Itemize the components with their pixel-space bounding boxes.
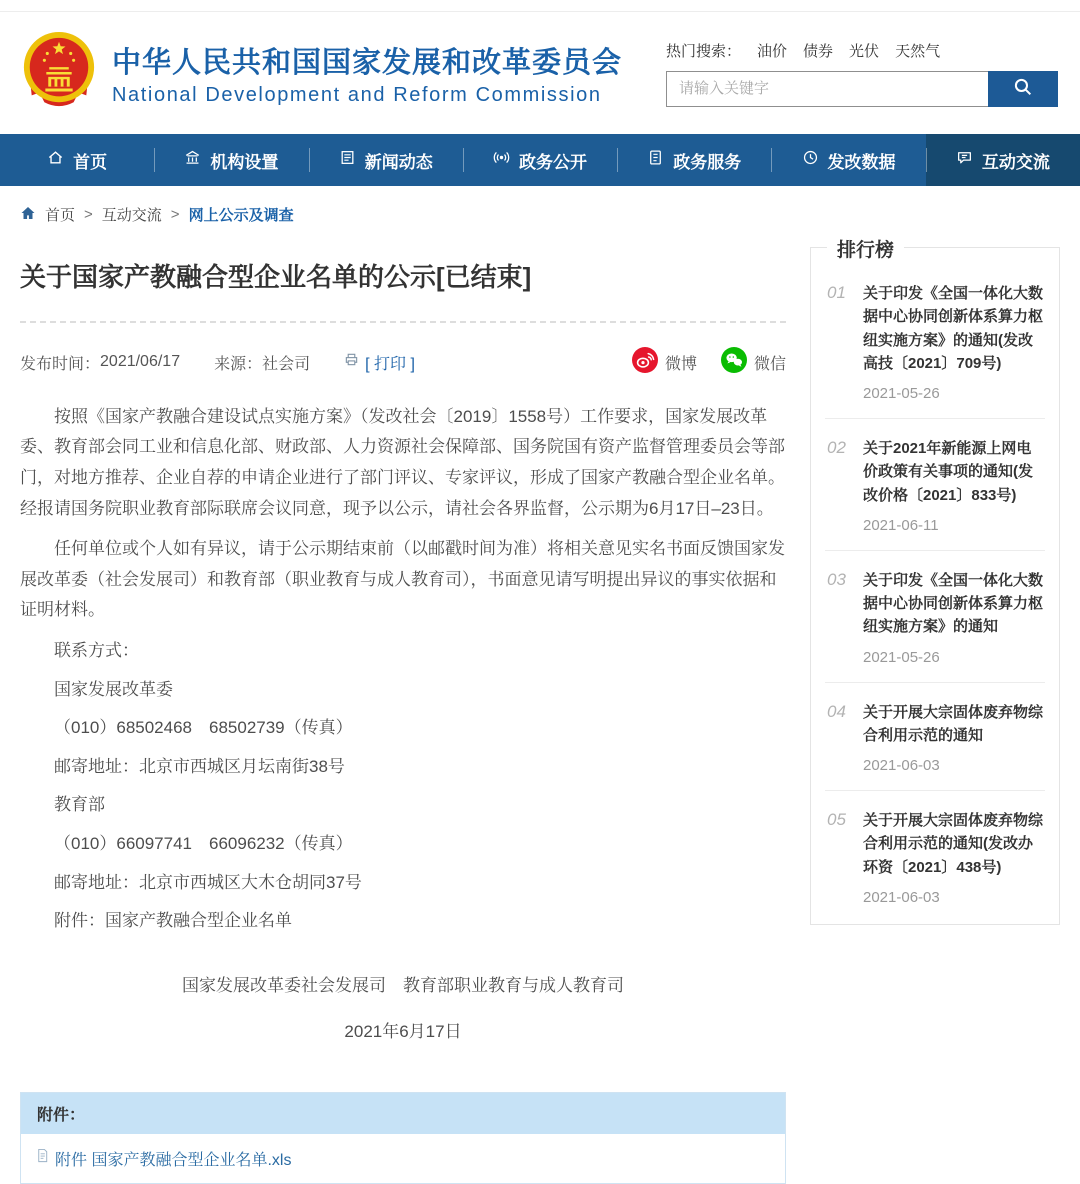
ranking-sidebar xyxy=(810,240,1060,925)
page-body xyxy=(0,231,1080,1184)
nav-item-label: 发改数据 xyxy=(827,152,896,172)
nav-item-label: 新闻动态 xyxy=(364,152,433,172)
nav-item-home[interactable] xyxy=(0,134,154,186)
attachment-box-header: 附件： xyxy=(21,1093,785,1134)
ranking-title: 排行榜 xyxy=(827,235,904,262)
hot-search-term-pv[interactable]: 光伏 xyxy=(849,42,880,60)
ranking-item-4[interactable] xyxy=(825,683,1045,792)
search-input[interactable] xyxy=(666,71,988,107)
nav-item-interaction[interactable] xyxy=(926,134,1080,186)
bank-icon xyxy=(184,149,201,171)
rank-item-date: 2021-06-03 xyxy=(863,757,940,774)
nav-item-label: 首页 xyxy=(73,152,108,172)
nav-item-organization[interactable] xyxy=(154,134,308,186)
source-value: 社会司 xyxy=(262,355,311,373)
attachment-file-name: 附件 国家产教融合型企业名单.xls xyxy=(55,1151,292,1169)
page-title: 关于国家产教融合型企业名单的公示[已结束] xyxy=(20,262,532,292)
attachment-file-link[interactable] xyxy=(35,1147,771,1170)
hot-search-bar xyxy=(666,40,1058,61)
nav-item-gov-disclosure[interactable] xyxy=(463,134,617,186)
rank-number: 05 xyxy=(827,810,846,829)
site-title-english: National Development and Reform Commission xyxy=(112,83,602,106)
hot-search-term-bonds[interactable]: 债券 xyxy=(803,42,834,60)
attachment-box xyxy=(20,1092,786,1184)
wechat-icon xyxy=(721,347,747,378)
rank-number: 01 xyxy=(827,283,846,302)
publish-time xyxy=(20,351,180,374)
attachment-row xyxy=(21,1134,785,1183)
news-icon xyxy=(339,149,356,171)
hot-search-label: 热门搜索： xyxy=(666,42,742,60)
page-top-divider xyxy=(0,0,1080,12)
hot-search-term-gas[interactable]: 天然气 xyxy=(895,42,941,60)
search-area xyxy=(666,40,1058,107)
site-titles xyxy=(112,40,622,107)
source-label: 来源： xyxy=(214,355,263,373)
rank-item-title: 关于开展大宗固体废弃物综合利用示范的通知 xyxy=(863,703,1044,744)
contact-phone-moe: （010）66097741 66096232（传真） xyxy=(54,833,353,853)
ranking-item-3[interactable] xyxy=(825,551,1045,683)
article-column xyxy=(20,231,786,1184)
file-icon xyxy=(35,1148,50,1168)
clock-icon xyxy=(802,149,819,171)
attachment-note: 附件：国家产教融合型企业名单 xyxy=(54,911,292,931)
nav-item-label: 政务服务 xyxy=(673,152,742,172)
publish-time-value: 2021/06/17 xyxy=(100,353,181,371)
nav-item-label: 互动交流 xyxy=(981,152,1050,172)
rank-content xyxy=(863,569,1043,666)
title-divider xyxy=(20,321,786,323)
article-body xyxy=(20,402,786,1048)
print-label: [ 打印 ] xyxy=(365,355,415,373)
rank-item-date: 2021-05-26 xyxy=(863,385,940,402)
share-weibo-label: 微博 xyxy=(664,355,697,373)
contact-address-ndrc: 邮寄地址：北京市西城区月坛南街38号 xyxy=(54,756,345,776)
ranking-item-1[interactable] xyxy=(825,264,1045,419)
rank-item-date: 2021-06-11 xyxy=(863,516,939,534)
breadcrumb-home[interactable]: 首页 xyxy=(45,207,76,224)
rank-item-date: 2021-06-03 xyxy=(863,888,940,906)
nav-item-gov-services[interactable] xyxy=(617,134,771,186)
breadcrumb-home-icon xyxy=(20,205,36,225)
article-date: 2021年6月17日 xyxy=(344,1022,462,1042)
national-emblem-icon xyxy=(20,29,98,118)
contact-heading: 联系方式： xyxy=(54,640,139,660)
weibo-icon xyxy=(632,347,658,378)
nav-item-label: 机构设置 xyxy=(210,152,279,172)
rank-content xyxy=(863,701,1043,775)
article-paragraph: 任何单位或个人如有异议，请于公示期结束前（以邮戳时间为准）将相关意见实名书面反馈国家发展改革委（社会发展司）和教育部（职业教育与成人教育司），书面意见请写明提出异议的事实依据和证明材料。 xyxy=(20,539,785,620)
rank-content xyxy=(863,437,1043,534)
share-weibo-button[interactable] xyxy=(632,347,697,378)
main-nav xyxy=(0,134,1080,186)
chat-icon xyxy=(956,149,973,171)
search-button[interactable] xyxy=(988,71,1058,107)
rank-item-title: 关于印发《全国一体化大数据中心协同创新体系算力枢纽实施方案》的通知(发改高技〔2021〕709号) xyxy=(863,285,1044,372)
rank-content xyxy=(863,809,1043,906)
breadcrumb-current-page[interactable]: 网上公示及调查 xyxy=(188,207,294,224)
ranking-box xyxy=(810,240,1060,925)
contact-org-moe: 教育部 xyxy=(54,795,105,815)
rank-number: 04 xyxy=(827,701,846,721)
print-button[interactable] xyxy=(344,351,415,374)
breadcrumb-separator: > xyxy=(170,206,180,223)
rank-number: 02 xyxy=(827,438,846,457)
site-title-chinese: 中华人民共和国国家发展和改革委员会 xyxy=(112,46,623,79)
home-icon xyxy=(47,149,64,171)
rank-item-title: 关于2021年新能源上网电价政策有关事项的通知(发改价格〔2021〕833号) xyxy=(863,440,1033,504)
search-icon xyxy=(1013,77,1033,100)
contact-phone-ndrc: （010）68502468 68502739（传真） xyxy=(54,718,353,738)
search-box xyxy=(666,71,1058,107)
breadcrumb xyxy=(0,186,1080,231)
article-paragraph: 按照《国家产教融合建设试点实施方案》（发改社会〔2019〕1558号）工作要求，国家发展改革委、教育部会同工业和信息化部、财政部、人力资源社会保障部、国务院国有资产监督管理委员会等部门，对地方推荐、企业自荐的申请企业进行了部门评议、专家评议，形成了国家产教融合型企业名单。经报请国务院职业教育部际联席会议同意，现予以公示，请社会各界监督，公示期为6月17日–23日。 xyxy=(20,406,785,518)
nav-item-label: 政务公开 xyxy=(518,152,587,172)
publish-time-label: 发布时间： xyxy=(20,355,101,373)
nav-item-news[interactable] xyxy=(309,134,463,186)
article-signature: 国家发展改革委社会发展司 教育部职业教育与成人教育司 xyxy=(182,975,624,995)
document-icon xyxy=(647,149,664,171)
broadcast-icon xyxy=(493,149,510,171)
breadcrumb-interaction[interactable]: 互动交流 xyxy=(101,207,162,224)
site-header xyxy=(0,12,1080,134)
rank-number: 03 xyxy=(827,569,846,589)
contact-org-ndrc: 国家发展改革委 xyxy=(54,679,173,699)
rank-item-title: 关于开展大宗固体废弃物综合利用示范的通知(发改办环资〔2021〕438号) xyxy=(863,812,1044,876)
rank-content xyxy=(863,282,1043,402)
rank-item-title: 关于印发《全国一体化大数据中心协同创新体系算力枢纽实施方案》的通知 xyxy=(863,571,1044,636)
ranking-item-5[interactable] xyxy=(825,791,1045,922)
breadcrumb-separator: > xyxy=(84,206,93,223)
contact-address-moe: 邮寄地址：北京市西城区大木仓胡同37号 xyxy=(54,872,362,892)
nav-item-ndrc-data[interactable] xyxy=(771,134,925,186)
printer-icon xyxy=(344,352,359,372)
hot-search-term-oil[interactable]: 油价 xyxy=(757,42,788,60)
share-wechat-button[interactable] xyxy=(721,347,786,378)
share-box xyxy=(618,347,786,378)
share-wechat-label: 微信 xyxy=(753,355,786,373)
ranking-item-2[interactable] xyxy=(825,419,1045,551)
article-meta xyxy=(20,347,786,378)
source xyxy=(214,351,310,374)
rank-item-date: 2021-05-26 xyxy=(863,648,940,666)
